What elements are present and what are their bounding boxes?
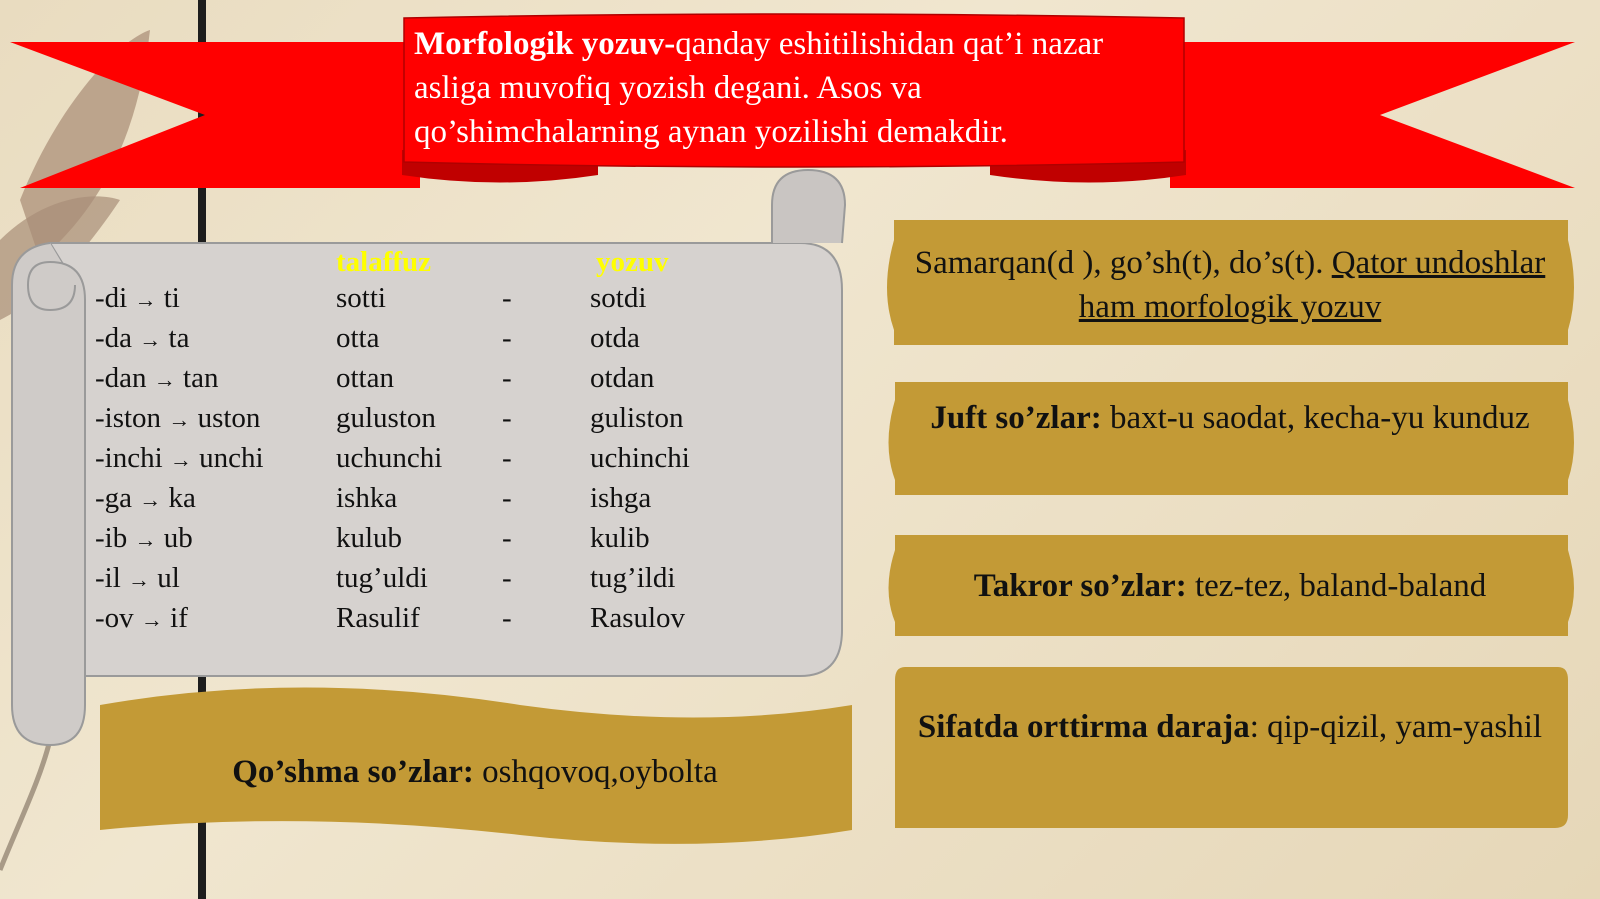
suffix-cell: [95, 282, 180, 315]
qoshma-label: Qo’shma so’zlar:: [232, 754, 474, 790]
banner-term: Morfologik yozuv-: [414, 26, 676, 62]
suffix-alternative: unchi: [199, 442, 264, 474]
suffix-cell: [95, 482, 196, 515]
pron-cell: tug’uldi: [336, 562, 428, 594]
pron-cell: guluston: [336, 402, 436, 434]
suffix: -ov: [95, 602, 134, 634]
write-cell: guliston: [590, 402, 684, 434]
samarqand-examples: Samarqan(d ), go’sh(t), do’s(t).: [914, 245, 1332, 281]
samarqand-note: [910, 241, 1550, 329]
dash-cell: -: [502, 522, 512, 554]
arrow-right-icon: →: [134, 527, 157, 552]
suffix-cell: [95, 442, 264, 475]
pron-cell: ottan: [336, 362, 394, 394]
suffix-cell: [95, 362, 218, 395]
dash-cell: -: [502, 562, 512, 594]
suffix-cell: [95, 562, 180, 595]
write-cell: uchinchi: [590, 442, 690, 474]
suffix-alternative: tan: [183, 362, 219, 394]
suffix-alternative: ub: [163, 522, 193, 554]
sifat-note: [910, 705, 1550, 749]
suffix-alternative: ti: [163, 282, 180, 314]
dash-cell: -: [502, 282, 512, 314]
banner-definition: [414, 22, 1174, 154]
write-cell: otdan: [590, 362, 655, 394]
suffix-alternative: ka: [168, 482, 196, 514]
sifat-label: Sifatda orttirma daraja: [917, 709, 1250, 745]
suffix: -di: [95, 282, 128, 314]
suffix-cell: [95, 402, 260, 435]
header-pronunciation: talaffuz: [336, 246, 432, 278]
arrow-right-icon: →: [140, 607, 163, 632]
banner-definition-text: qanday eshitilishidan qat’i nazar asliga muvofiq yozish degani. Asos va qo’shimchalarning aynan yozilishi demakdir.: [414, 26, 1104, 150]
arrow-right-icon: →: [134, 287, 157, 312]
suffix-alternative: ta: [168, 322, 190, 354]
dash-cell: -: [502, 402, 512, 434]
header-writing: yozuv: [596, 246, 669, 278]
suffix: -iston: [95, 402, 162, 434]
dash-cell: -: [502, 602, 512, 634]
pron-cell: uchunchi: [336, 442, 443, 474]
arrow-right-icon: →: [153, 367, 176, 392]
juft-label: Juft so’zlar:: [930, 400, 1102, 436]
takror-label: Takror so’zlar:: [973, 568, 1187, 604]
write-cell: tug’ildi: [590, 562, 676, 594]
write-cell: kulib: [590, 522, 650, 554]
suffix-alternative: uston: [197, 402, 261, 434]
pron-cell: ishka: [336, 482, 398, 514]
suffix: -ib: [95, 522, 128, 554]
write-cell: otda: [590, 322, 640, 354]
suffix-alternative: ul: [157, 562, 180, 594]
pron-cell: kulub: [336, 522, 403, 554]
dash-cell: -: [502, 442, 512, 474]
suffix: -il: [95, 562, 121, 594]
dash-cell: -: [502, 482, 512, 514]
suffix: -da: [95, 322, 133, 354]
arrow-right-icon: →: [139, 487, 162, 512]
arrow-right-icon: →: [128, 567, 151, 592]
dash-cell: -: [502, 362, 512, 394]
pron-cell: Rasulif: [336, 602, 420, 634]
juft-text: baxt-u saodat, kecha-yu kunduz: [1101, 400, 1530, 436]
sifat-text: : qip-qizil, yam-yashil: [1249, 709, 1543, 745]
suffix: -ga: [95, 482, 133, 514]
write-cell: Rasulov: [590, 602, 686, 634]
juft-note: [910, 396, 1550, 440]
write-cell: sotdi: [590, 282, 647, 314]
suffix-cell: [95, 522, 193, 555]
suffix: -dan: [95, 362, 147, 394]
arrow-right-icon: →: [168, 407, 191, 432]
takror-text: tez-tez, baland-baland: [1186, 568, 1487, 604]
suffix-cell: [95, 602, 188, 635]
suffix-cell: [95, 322, 189, 355]
samarqand-underlined: Qator undoshlar ham morfologik yozuv: [1078, 245, 1546, 325]
arrow-right-icon: →: [139, 327, 162, 352]
write-cell: ishga: [590, 482, 652, 514]
qoshma-text: oshqovoq,oybolta: [473, 754, 718, 790]
suffix: -inchi: [95, 442, 163, 474]
takror-note: [910, 564, 1550, 608]
pron-cell: otta: [336, 322, 380, 354]
suffix-alternative: if: [170, 602, 188, 634]
pron-cell: sotti: [336, 282, 386, 314]
dash-cell: -: [502, 322, 512, 354]
arrow-right-icon: →: [169, 447, 192, 472]
qoshma-note: [110, 750, 840, 794]
